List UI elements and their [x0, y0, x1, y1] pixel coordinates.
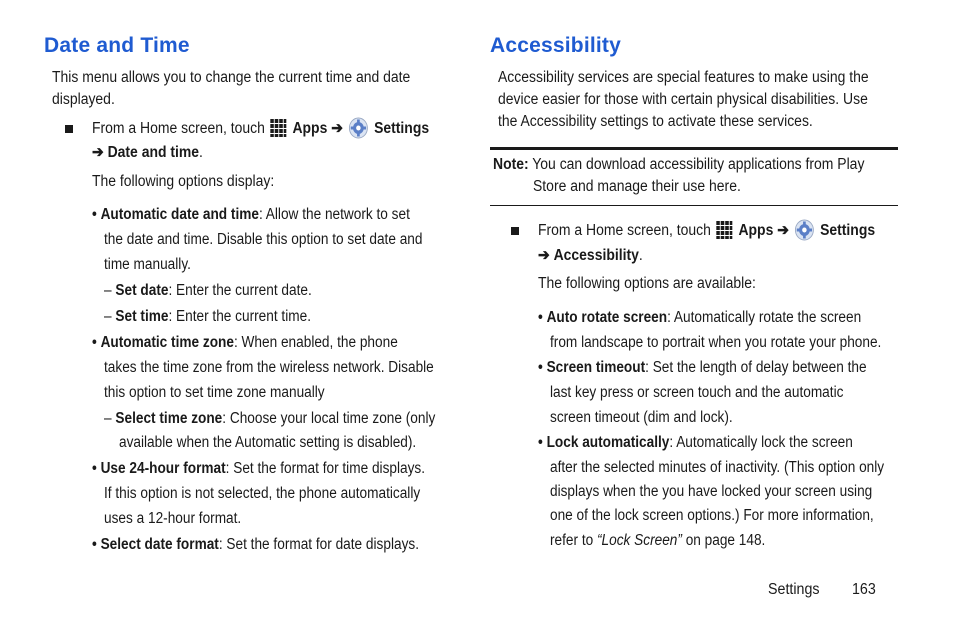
option-automatic-date-time-line2: the date and time. Disable this option to set date and [104, 231, 423, 248]
bullet: • [92, 536, 97, 553]
option-title: Auto rotate screen [546, 309, 668, 326]
option-select-date-format [92, 534, 419, 556]
option-title: Lock automatically [546, 434, 670, 451]
page-reference-text: on page 148. [681, 532, 766, 549]
settings-gear-icon [795, 219, 815, 241]
option-desc: : Set the length of delay between the [645, 359, 867, 376]
option-title: Select date format [100, 536, 219, 553]
accessibility-intro-line3: the Accessibility settings to activate these services. [498, 113, 813, 130]
option-auto-rotate-line2: from landscape to portrait when you rotate your phone. [550, 334, 882, 351]
note-label: Note: [493, 156, 529, 173]
note-line2: Store and manage their use here. [533, 178, 741, 195]
bullet: • [538, 434, 543, 451]
option-lock-automatically-line5 [550, 530, 765, 552]
option-title: Automatic date and time [100, 206, 259, 223]
footer-page-number: 163 [852, 581, 876, 598]
date-time-step-line1 [92, 117, 429, 140]
bullet: • [92, 206, 97, 223]
date-time-intro-line2: displayed. [52, 91, 115, 108]
option-desc: : Enter the current date. [168, 282, 312, 299]
accessibility-intro-line1: Accessibility services are special features to make using the [498, 69, 869, 86]
arrow-icon: ➔ [92, 144, 104, 161]
arrow-icon: ➔ [538, 247, 550, 264]
option-desc: : Automatically rotate the screen [667, 309, 862, 326]
option-title: Automatic time zone [100, 334, 234, 351]
option-24-hour-format-line3: uses a 12-hour format. [104, 510, 242, 527]
option-desc: : Set the format for time displays. [225, 460, 426, 477]
date-time-intro-line1: This menu allows you to change the current time and date [52, 69, 411, 86]
step-prefix: From a Home screen, touch [92, 120, 265, 137]
apps-grid-icon [717, 221, 733, 239]
option-automatic-time-zone [92, 332, 398, 354]
option-select-time-zone [104, 408, 435, 430]
settings-label: Settings [820, 222, 876, 239]
step-target: Accessibility [553, 247, 639, 264]
option-24-hour-format [92, 458, 425, 480]
option-screen-timeout [538, 357, 867, 379]
option-desc: : When enabled, the phone [233, 334, 398, 351]
apps-label: Apps [292, 120, 328, 137]
bullet: • [92, 334, 97, 351]
option-select-time-zone-line2: available when the Automatic setting is disabled). [119, 434, 417, 451]
date-time-step-line2 [92, 142, 203, 164]
step-target: Date and time [107, 144, 200, 161]
square-bullet-icon [511, 227, 519, 235]
accessibility-intro-line2: device easier for those with certain physical disabilities. Use [498, 91, 868, 108]
lock-screen-reference-link[interactable]: “Lock Screen” [597, 532, 682, 549]
dash: – [104, 410, 112, 427]
settings-label: Settings [374, 120, 430, 137]
apps-grid-icon [271, 119, 287, 137]
option-desc: : Allow the network to set [258, 206, 410, 223]
bullet: • [538, 359, 543, 376]
option-title: Set time [115, 308, 169, 325]
option-desc: : Automatically lock the screen [669, 434, 853, 451]
accessibility-step-line2 [538, 245, 643, 267]
step-end: . [638, 247, 643, 264]
option-title: Set date [115, 282, 169, 299]
option-set-time [104, 306, 311, 328]
option-lock-automatically-line2: after the selected minutes of inactivity. (This option only [550, 459, 885, 476]
step-prefix: From a Home screen, touch [538, 222, 711, 239]
settings-gear-icon [349, 117, 369, 139]
option-automatic-date-time [92, 204, 410, 226]
note-line1 [493, 154, 864, 176]
option-auto-rotate [538, 307, 861, 329]
refer-to-text: refer to [550, 532, 598, 549]
heading-date-and-time: Date and Time [44, 34, 190, 57]
option-desc: : Set the format for date displays. [218, 536, 420, 553]
note-text: You can download accessibility applications from Play [528, 156, 865, 173]
accessibility-step-line1 [538, 219, 875, 242]
option-lock-automatically-line4: one of the lock screen options.) For more information, [550, 507, 874, 524]
step-end: . [199, 144, 203, 161]
apps-label: Apps [738, 222, 774, 239]
option-24-hour-format-line2: If this option is not selected, the phone automatically [104, 485, 421, 502]
square-bullet-icon [65, 125, 73, 133]
accessibility-following: The following options are available: [538, 275, 756, 292]
heading-accessibility: Accessibility [490, 34, 621, 57]
note-top-rule [490, 147, 898, 150]
bullet: • [92, 460, 97, 477]
option-screen-timeout-line2: last key press or screen touch and the automatic [550, 384, 844, 401]
option-desc: : Enter the current time. [168, 308, 311, 325]
date-time-following: The following options display: [92, 173, 275, 190]
option-automatic-time-zone-line3: this option to set time zone manually [104, 384, 325, 401]
arrow-icon: ➔ [777, 222, 789, 239]
option-lock-automatically-line3: displays when the you have locked your screen using [550, 483, 873, 500]
arrow-icon: ➔ [331, 120, 343, 137]
option-lock-automatically [538, 432, 853, 454]
bullet: • [538, 309, 543, 326]
option-title: Select time zone [115, 410, 223, 427]
note-bottom-rule [490, 205, 898, 206]
footer-section-name: Settings [768, 581, 820, 598]
option-set-date [104, 280, 312, 302]
dash: – [104, 308, 112, 325]
option-title: Screen timeout [546, 359, 646, 376]
dash: – [104, 282, 112, 299]
option-screen-timeout-line3: screen timeout (dim and lock). [550, 409, 733, 426]
option-desc: : Choose your local time zone (only [222, 410, 436, 427]
option-automatic-time-zone-line2: takes the time zone from the wireless network. Disable [104, 359, 434, 376]
option-title: Use 24-hour format [100, 460, 226, 477]
option-automatic-date-time-line3: time manually. [104, 256, 191, 273]
